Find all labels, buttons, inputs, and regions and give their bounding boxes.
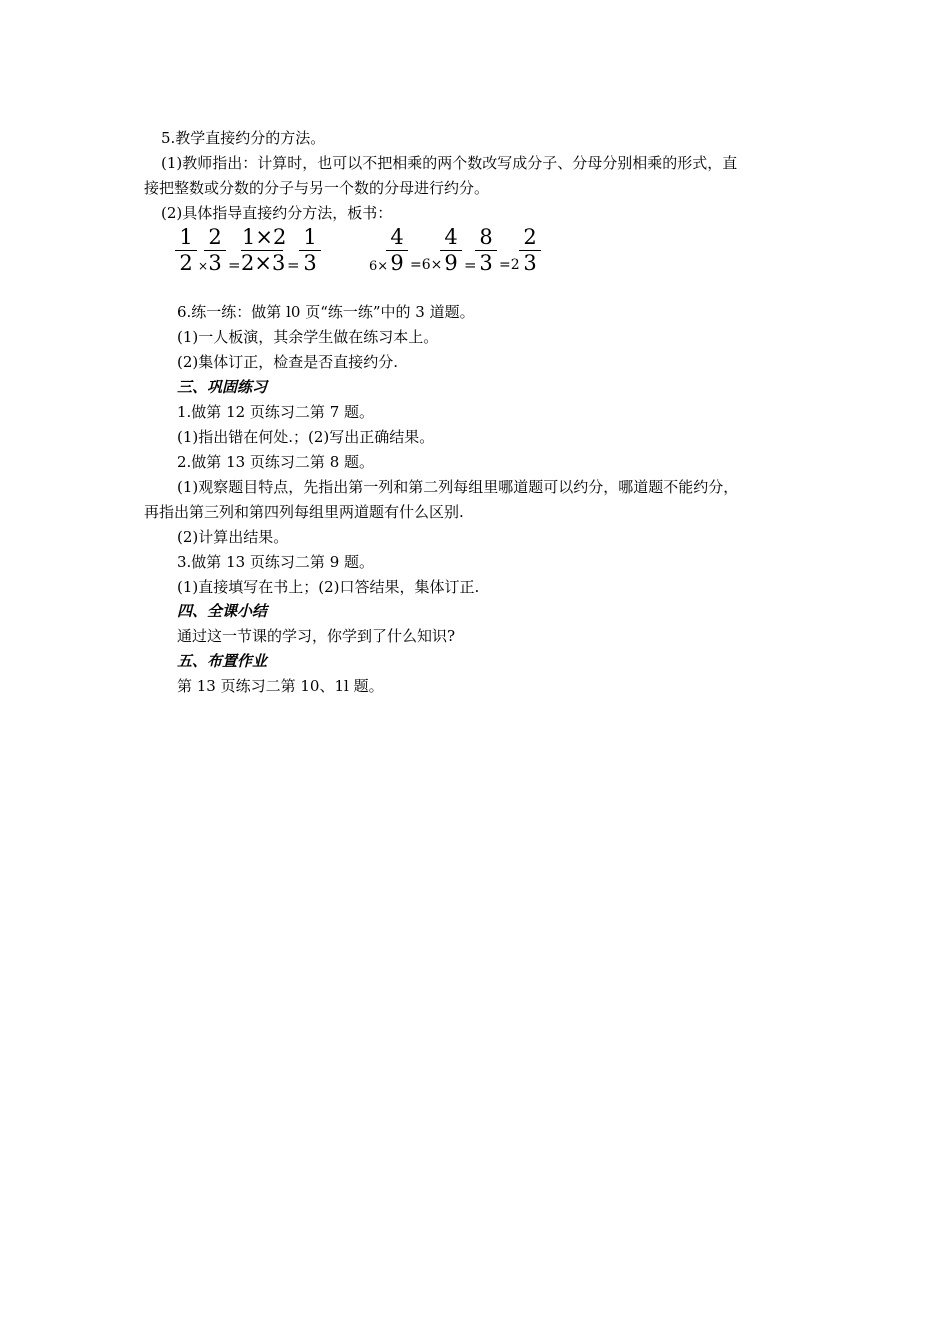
paragraph-line: (1)直接填写在书上；(2)口答结果，集体订正. — [177, 578, 480, 596]
fraction: 4 9 — [440, 225, 462, 275]
section-5-title: 5.教学直接约分的方法。 — [161, 129, 326, 147]
paragraph-line: (1)观察题目特点，先指出第一列和第二列每组里哪道题可以约分，哪道题不能约分， — [177, 478, 739, 496]
formula-lead: 6× — [369, 259, 389, 274]
equals-times: =6× — [410, 257, 443, 273]
fraction: 2 3 — [204, 225, 226, 275]
fraction: 1 3 — [299, 225, 321, 275]
paragraph-line: 2.做第 13 页练习二第 8 题。 — [177, 453, 375, 471]
paragraph-line: (2)集体订正，检查是否直接约分. — [177, 353, 399, 371]
section-heading-summary: 四、全课小结 — [177, 602, 268, 620]
paragraph-line: (1)一人板演，其余学生做在练习本上。 — [177, 328, 439, 346]
equals-sign: = — [464, 256, 477, 274]
fraction: 2 3 — [519, 225, 541, 275]
paragraph-line: 1.做第 12 页练习二第 7 题。 — [177, 403, 375, 421]
paragraph-line: 通过这一节课的学习，你学到了什么知识? — [177, 627, 456, 645]
equals-sign: = — [228, 256, 241, 274]
equals-coefficient: =2 — [499, 257, 520, 273]
section-6-title: 6.练一练：做第 l0 页“练一练”中的 3 道题。 — [177, 303, 475, 321]
section-heading-consolidation: 三、巩固练习 — [177, 378, 268, 396]
paragraph-line: (1)教师指出：计算时，也可以不把相乘的两个数改写成分子、分母分别相乘的形式，直 — [161, 154, 738, 172]
fraction: 1×2 2×3 — [241, 225, 287, 275]
section-heading-homework: 五、布置作业 — [177, 652, 268, 670]
paragraph-line: 接把整数或分数的分子与另一个数的分母进行约分。 — [144, 179, 490, 197]
paragraph-line: 3.做第 13 页练习二第 9 题。 — [177, 553, 375, 571]
paragraph-line: (1)指出错在何处.；(2)写出正确结果。 — [177, 428, 435, 446]
fraction: 4 9 — [386, 225, 408, 275]
times-sign: × — [198, 259, 209, 273]
paragraph-line: 第 13 页练习二第 10、1l 题。 — [177, 677, 384, 695]
paragraph-line: (2)计算出结果。 — [177, 528, 289, 546]
fraction: 1 2 — [175, 225, 197, 275]
paragraph-line: (2)具体指导直接约分方法，板书： — [161, 204, 393, 222]
paragraph-line: 再指出第三列和第四列每组里两道题有什么区别. — [144, 503, 464, 521]
fraction: 8 3 — [475, 225, 497, 275]
equals-sign: = — [287, 256, 300, 274]
